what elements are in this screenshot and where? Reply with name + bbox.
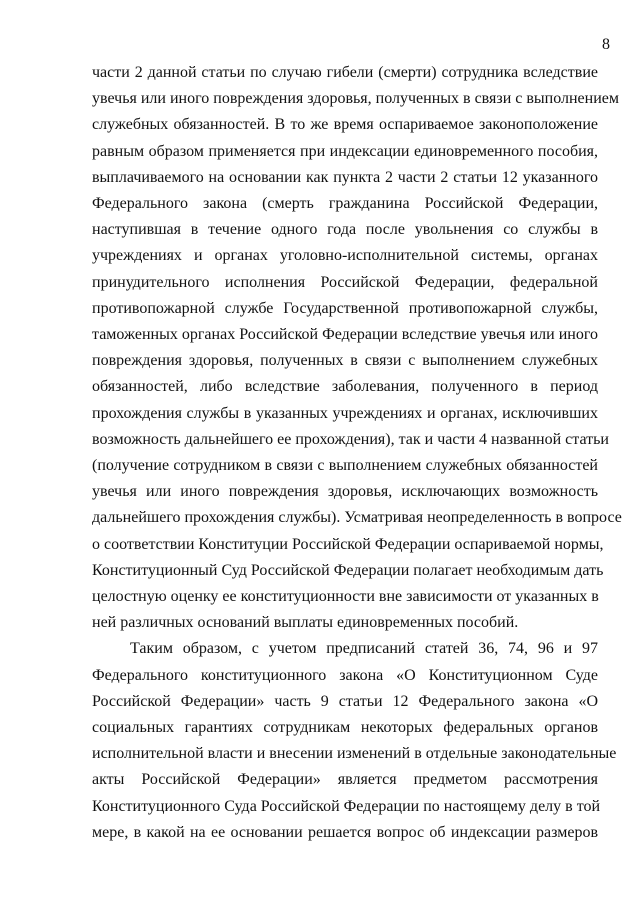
text-line: Таким образом, с учетом предписаний статей 36, 74, 96 и 97	[130, 640, 598, 658]
text-line: части 2 данной статьи по случаю гибели (смерти) сотрудника вследствие	[92, 64, 598, 81]
text-line: Федерального закона (смерть гражданина Российской Федерации,	[92, 195, 598, 213]
paragraph-2	[92, 636, 617, 846]
text-line: возможность дальнейшего ее прохождения), так и части 4 названной статьи	[92, 430, 609, 448]
text-line: исполнительной власти и внесении изменений в отдельные законодательные	[92, 745, 617, 763]
text-line: Конституционный Суд Российской Федерации полагает необходимым дать	[92, 561, 604, 579]
text-line: Федерального конституционного закона «О Конституционном Суде	[92, 666, 598, 684]
text-line: служебных обязанностей. В то же время оспариваемое законоположение	[92, 116, 598, 134]
text-line: Конституционного Суда Российской Федерации по настоящему делу в той	[92, 797, 601, 815]
paragraph-1	[92, 60, 622, 636]
text-line: повреждения здоровья, полученных в связи с выполнением служебных	[92, 352, 598, 370]
text-line: целостную оценку ее конституционности вне зависимости от указанных в	[92, 588, 599, 606]
text-line: выплачиваемого на основании как пункта 2 части 2 статьи 12 указанного	[92, 168, 598, 186]
text-line: ней различных оснований выплаты единовременных пособий.	[92, 614, 519, 632]
text-line: противопожарной службе Государственной противопожарной службы,	[92, 299, 598, 317]
document-body	[92, 60, 622, 846]
text-line: принудительного исполнения Российской Федерации, федеральной	[92, 273, 598, 291]
text-line: обязанностей, либо вследствие заболевания, полученного в период	[92, 378, 598, 396]
text-line: таможенных органах Российской Федерации вследствие увечья или иного	[92, 326, 598, 344]
text-line: Российской Федерации» часть 9 статьи 12 Федерального закона «О	[92, 692, 598, 710]
text-line: равным образом применяется при индексации единовременного пособия,	[92, 142, 598, 160]
text-line: социальных гарантиях сотрудникам некоторых федеральных органов	[92, 719, 598, 737]
text-line: дальнейшего прохождения службы). Усматривая неопределенность в вопросе	[92, 509, 622, 527]
text-line: увечья или иного повреждения здоровья, исключающих возможность	[92, 483, 598, 501]
text-line: мере, в какой на ее основании решается вопрос об индексации размеров	[92, 823, 598, 841]
text-line: акты Российской Федерации» является предметом рассмотрения	[92, 771, 598, 789]
text-line: учреждениях и органах уголовно-исполнительной системы, органах	[92, 247, 598, 265]
text-line: прохождения службы в указанных учреждениях и органах, исключивших	[92, 404, 598, 422]
page-number: 8	[602, 36, 610, 53]
text-line: о соответствии Конституции Российской Федерации оспариваемой нормы,	[92, 535, 604, 553]
text-line: (получение сотрудником в связи с выполнением служебных обязанностей	[92, 457, 598, 475]
text-line: наступившая в течение одного года после увольнения со службы в	[92, 221, 598, 239]
text-line: увечья или иного повреждения здоровья, полученных в связи с выполнением	[92, 90, 620, 108]
